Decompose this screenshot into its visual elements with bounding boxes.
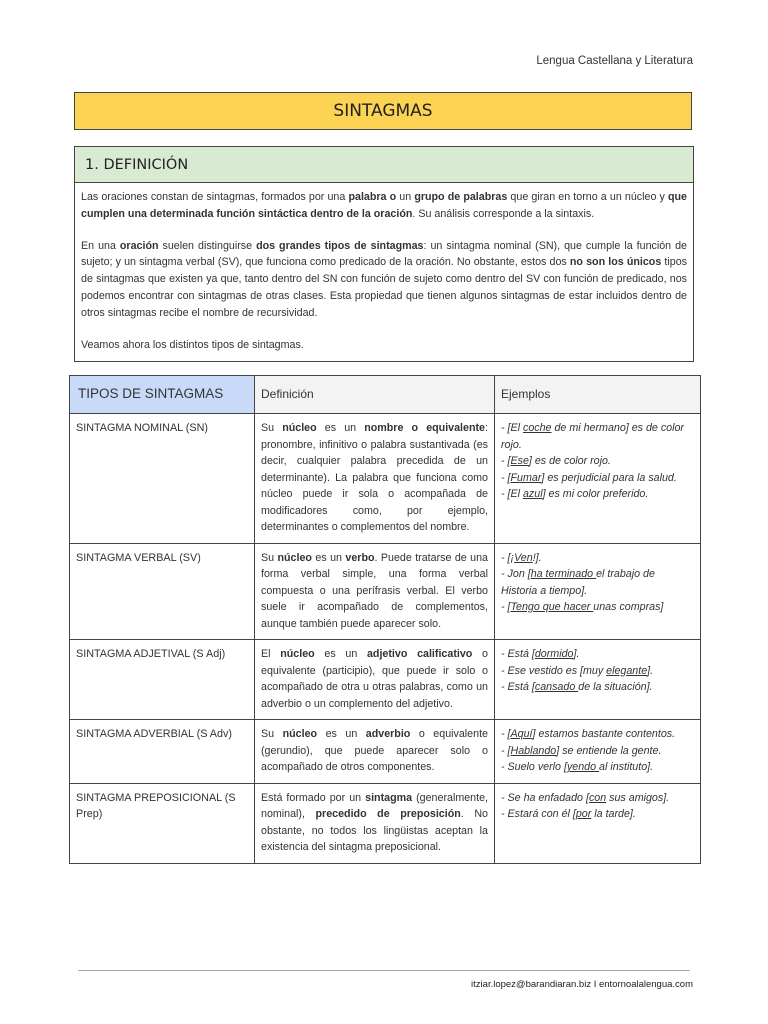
- underlined-nucleus: Hablando: [510, 744, 557, 757]
- bold-text: grupo de palabras: [414, 191, 508, 203]
- text: - Está [: [501, 681, 535, 693]
- text: En una: [81, 239, 120, 252]
- text: - [El: [501, 488, 523, 500]
- text: - [: [501, 744, 511, 757]
- text: - [¡: [501, 551, 515, 564]
- underlined-nucleus: Ven: [514, 551, 533, 564]
- underlined-nucleus: coche: [522, 422, 552, 434]
- text: . Puede tratarse de una forma verbal simple, una forma verbal compuesta o una perífrasis verbal. El verbo suele ir acompañado de complementos, aunque también puede aparecer solo.: [261, 551, 488, 630]
- definition-box: [74, 183, 694, 362]
- underlined-nucleus: Aquí: [510, 728, 533, 740]
- bold-text: núcleo: [277, 551, 312, 564]
- header-definition: Definición: [255, 376, 495, 414]
- header-examples: Ejemplos: [495, 376, 701, 414]
- text: unas compras]: [593, 601, 664, 613]
- text: ] es mi color preferido.: [542, 488, 649, 500]
- example-line: [501, 566, 694, 599]
- text: es un: [314, 648, 367, 660]
- definition-paragraph-1: [81, 189, 687, 223]
- text: el trabajo de Historia a tiempo].: [501, 568, 655, 597]
- text: (generalmente, nominal),: [261, 791, 488, 820]
- header-types: TIPOS DE SINTAGMAS: [70, 376, 255, 414]
- page-title: SINTAGMAS: [74, 92, 692, 130]
- underlined-nucleus: azul: [522, 488, 543, 500]
- bold-text: dos grandes tipos de sintagmas: [256, 239, 424, 252]
- text: Su: [261, 728, 283, 740]
- text: suelen distinguirse: [158, 239, 257, 252]
- subject-header: Lengua Castellana y Literatura: [536, 55, 693, 67]
- syntagm-definition: [255, 640, 495, 720]
- footer-divider: [78, 970, 690, 971]
- underlined-nucleus: ha terminado: [530, 568, 597, 580]
- table-row: [70, 640, 701, 720]
- bold-text: adverbio: [365, 728, 411, 740]
- text: Está formado por un: [261, 791, 366, 804]
- syntagm-name: SINTAGMA PREPOSICIONAL (S Prep): [70, 783, 255, 863]
- text: : un sintagma nominal (SN), que cumple la función de sujeto; y un sintagma verbal (SV), que funciona como predicado de la oración. No obstante, estos dos: [81, 239, 688, 269]
- underlined-nucleus: con: [588, 791, 607, 804]
- table-row: [70, 414, 701, 544]
- syntagm-definition: [255, 414, 495, 544]
- syntagm-types-table: [69, 375, 701, 864]
- syntagm-definition: [255, 720, 495, 784]
- syntagm-examples: [495, 783, 701, 863]
- text: Su: [261, 551, 278, 564]
- underlined-nucleus: elegante: [606, 664, 648, 677]
- syntagm-examples: [495, 640, 701, 720]
- text: Las oraciones constan de sintagmas, formados por una: [81, 191, 349, 203]
- bold-text: nombre o equivalente: [364, 422, 485, 434]
- bold-text: núcleo: [280, 648, 315, 660]
- section-heading: 1. DEFINICIÓN: [74, 146, 694, 183]
- text: al instituto].: [599, 761, 654, 773]
- text: es un: [317, 728, 366, 740]
- text: !].: [532, 551, 542, 564]
- text: . No obstante, no todos los lingüistas aceptan la existencia del sintagma preposicional.: [261, 808, 488, 853]
- text: un: [396, 191, 415, 203]
- example-line: [501, 550, 694, 567]
- underlined-nucleus: Tengo que hacer: [510, 601, 594, 613]
- bold-text: precedido de preposición: [315, 808, 461, 820]
- example-line: [501, 743, 694, 760]
- text: ] se entiende la gente.: [556, 744, 662, 757]
- table-row: [70, 783, 701, 863]
- syntagm-name: SINTAGMA VERBAL (SV): [70, 543, 255, 640]
- example-line: [501, 470, 694, 487]
- example-line: [501, 726, 694, 743]
- text: - [: [501, 728, 511, 740]
- underlined-nucleus: dormido: [534, 648, 574, 660]
- bold-text: que cumplen una determinada función sintáctica dentro de la oración: [81, 191, 688, 220]
- underlined-nucleus: Ese: [510, 455, 529, 467]
- example-line: [501, 486, 694, 503]
- underlined-nucleus: por: [575, 808, 592, 820]
- bold-text: núcleo: [282, 422, 317, 434]
- text: El: [261, 648, 281, 660]
- text: ] es de color rojo.: [528, 455, 611, 467]
- definition-paragraph-2: [81, 238, 687, 322]
- text: ] es perjudicial para la salud.: [541, 471, 677, 484]
- syntagm-examples: [495, 414, 701, 544]
- underlined-nucleus: yendo: [566, 761, 600, 773]
- underlined-nucleus: cansado: [534, 681, 579, 693]
- text: es un: [311, 551, 346, 564]
- bold-text: palabra o: [348, 191, 397, 203]
- syntagm-name: SINTAGMA NOMINAL (SN): [70, 414, 255, 544]
- example-line: [501, 790, 694, 807]
- example-line: [501, 663, 694, 680]
- text: de la situación].: [578, 681, 653, 693]
- bold-text: oración: [119, 239, 159, 252]
- syntagm-examples: [495, 543, 701, 640]
- example-line: [501, 453, 694, 470]
- syntagm-definition: [255, 543, 495, 640]
- text: - Jon [: [501, 568, 531, 580]
- text: . Su análisis corresponde a la sintaxis.: [412, 207, 595, 220]
- text: de mi hermano] es de color rojo.: [501, 422, 684, 451]
- text: - Suelo verlo [: [501, 761, 567, 773]
- underlined-nucleus: Fumar: [510, 471, 542, 484]
- text: - [: [501, 455, 511, 467]
- example-line: [501, 679, 694, 696]
- bold-text: núcleo: [282, 728, 318, 740]
- text: : pronombre, infinitivo o palabra sustantivada (es decir, cualquier palabra precedida de un determinante). La palabra que funciona como núcleo puede ir sola o acompañada de modificadores como, por ejemplo, determinantes o complementos del nombre.: [261, 422, 488, 533]
- bold-text: sintagma: [365, 791, 413, 804]
- bold-text: adjetivo calificativo: [366, 648, 473, 660]
- text: es un: [316, 422, 365, 434]
- text: - [: [501, 601, 511, 613]
- table-header-row: [70, 376, 701, 414]
- text: ] estamos bastante contentos.: [532, 728, 676, 740]
- text: sus amigos].: [606, 791, 670, 804]
- example-line: [501, 759, 694, 776]
- footer-contact: itziar.lopez@barandiaran.biz I entornoalalengua.com: [471, 979, 693, 990]
- syntagm-examples: [495, 720, 701, 784]
- text: que giran en torno a un núcleo y: [507, 191, 668, 203]
- text: la tarde].: [591, 808, 636, 820]
- syntagm-name: SINTAGMA ADVERBIAL (S Adv): [70, 720, 255, 784]
- text: o equivalente (gerundio), que puede aparecer solo o acompañado de otros componentes.: [261, 728, 488, 773]
- example-line: [501, 646, 694, 663]
- bold-text: no son los únicos: [569, 256, 662, 269]
- text: ].: [573, 648, 580, 660]
- text: tipos de sintagmas que existen ya que, tanto dentro del SN con función de sujeto como dentro del SV con función de predicado, nos podemos encontrar con sintagmas de otras clases. Esta propiedad que tienen algunos sintagmas de estar incluidos dentro de otros sintagmas recibe el nombre de recursividad.: [81, 256, 687, 319]
- text: - [El: [501, 422, 523, 434]
- table-row: [70, 543, 701, 640]
- syntagm-name: SINTAGMA ADJETIVAL (S Adj): [70, 640, 255, 720]
- text: - Está [: [501, 648, 535, 660]
- example-line: [501, 420, 694, 453]
- example-line: [501, 599, 694, 616]
- definition-paragraph-3: Veamos ahora los distintos tipos de sintagmas.: [81, 338, 304, 351]
- example-line: [501, 806, 694, 823]
- text: - [: [501, 471, 511, 484]
- text: Su: [261, 422, 283, 434]
- text: - Ese vestido es [muy: [501, 664, 607, 677]
- text: ].: [647, 664, 654, 677]
- text: - Se ha enfadado [: [501, 791, 589, 804]
- text: - Estará con él [: [501, 808, 576, 820]
- text: o equivalente (participio), que puede ir solo o acompañado de otra u otras palabras, como un adverbio o un complemento del adjetivo.: [261, 648, 488, 710]
- table-row: [70, 720, 701, 784]
- syntagm-definition: [255, 783, 495, 863]
- bold-text: verbo: [345, 551, 375, 564]
